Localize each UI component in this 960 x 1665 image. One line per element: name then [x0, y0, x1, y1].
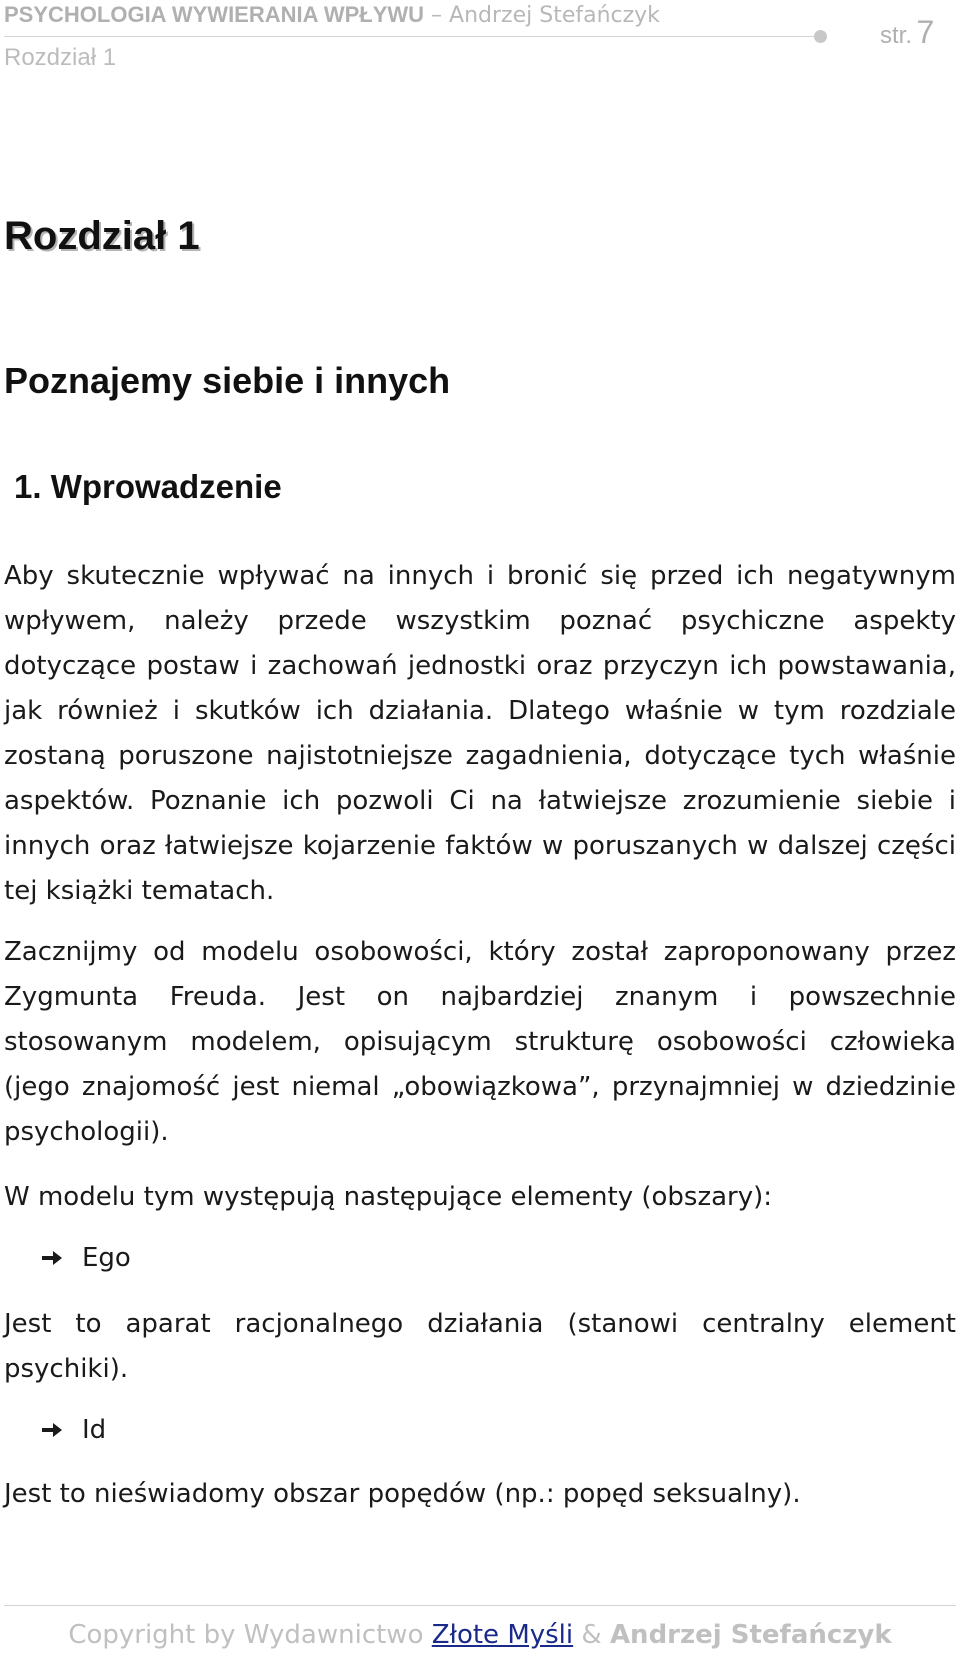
right-arrow-icon — [40, 1420, 64, 1440]
paragraph-id: Jest to nieświadomy obszar popędów (np.: popęd seksualny). — [4, 1479, 801, 1509]
publisher-link[interactable]: Złote Myśli — [431, 1620, 574, 1650]
footer-rule — [4, 1605, 956, 1606]
right-arrow-icon — [40, 1248, 64, 1268]
chapter-subtitle: Poznajemy siebie i innych — [4, 360, 451, 401]
list-item-id — [40, 1410, 106, 1450]
list-item-label: Id — [82, 1415, 107, 1445]
paragraph-freud-model: Zacznijmy od modelu osobowości, który został zaproponowany przez Zygmunta Freuda. Jest on najbardziej znanym i powszechnie stosowanym modelem, opisującym strukturę osobowości człowieka (jego znajomość jest niemal „obowiązkowa”, przynajmniej w dziedzinie psychologii). — [4, 937, 956, 1147]
page-footer — [0, 1620, 960, 1650]
page-prefix: str. — [880, 22, 913, 49]
page-number: 7 — [916, 14, 935, 50]
paragraph-elements: W modelu tym występują następujące elementy (obszary): — [4, 1182, 773, 1212]
footer-author: Andrzej Stefańczyk — [609, 1620, 892, 1650]
page-number-label — [880, 14, 934, 51]
list-item-label: Ego — [82, 1243, 131, 1273]
running-chapter: Rozdział 1 — [4, 44, 117, 71]
section-title: 1. Wprowadzenie — [14, 468, 282, 505]
header-dot-icon — [814, 30, 827, 43]
paragraph-intro: Aby skutecznie wpływać na innych i bronić się przed ich negatywnym wpływem, należy przede wszystkim poznać psychiczne aspekty dotyczące postaw i zachowań jednostki oraz przyczyn ich powstawania, jak również i skutków ich działania. Dlatego właśnie w tym rozdziale zostaną poruszone najistotniejsze zagadnienia, dotyczące tych właśnie aspektów. Poznanie ich pozwoli Ci na łatwiejsze zrozumienie siebie i innych oraz łatwiejsze kojarzenie faktów w poruszanych w dalszej części tej książki tematach. — [4, 561, 956, 906]
title-separator: – — [424, 3, 450, 28]
running-title — [4, 2, 660, 28]
copyright-text: Copyright by Wydawnictwo — [68, 1620, 432, 1650]
book-title: PSYCHOLOGIA WYWIERANIA WPŁYWU — [4, 2, 425, 27]
header-rule — [4, 36, 816, 37]
list-item-ego — [40, 1238, 131, 1278]
header-author: Andrzej Stefańczyk — [449, 3, 660, 28]
footer-ampersand: & — [573, 1620, 610, 1650]
paragraph-ego: Jest to aparat racjonalnego działania (stanowi centralny element psychiki). — [4, 1309, 956, 1384]
page-header — [0, 0, 960, 70]
chapter-title: Rozdział 1 — [4, 214, 200, 258]
